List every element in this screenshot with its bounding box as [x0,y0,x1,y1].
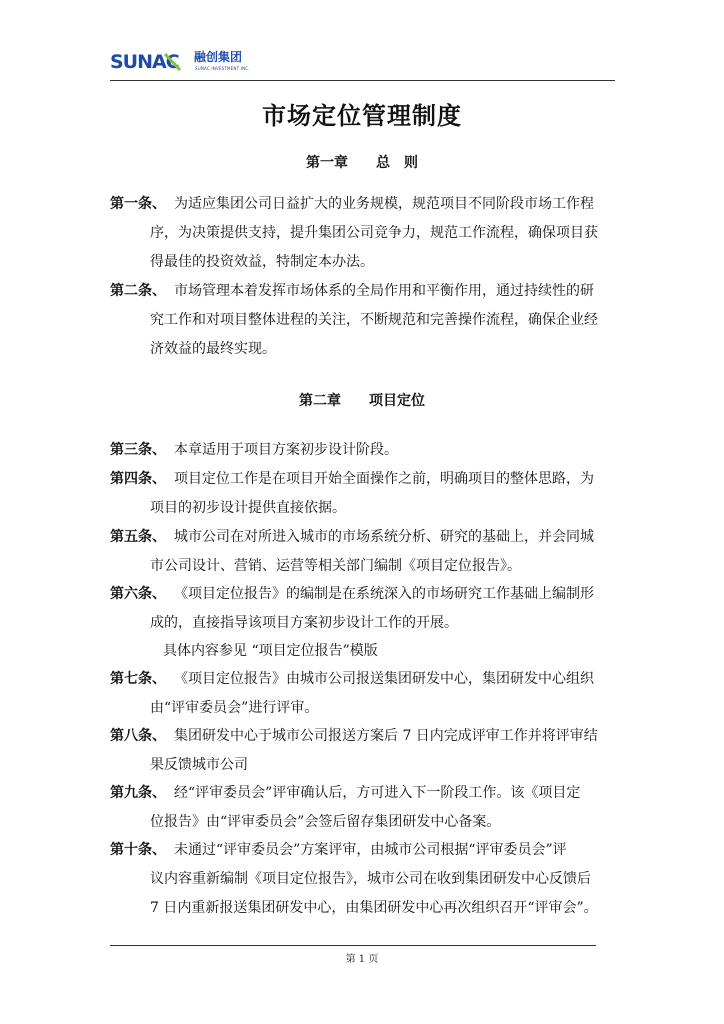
article-text: 议内容重新编制《项目定位报告》，城市公司在收到集团研发中心反馈后 [150,871,591,887]
logo-chinese-name: 融创集团 [194,50,243,64]
article-text: 本章适用于项目方案初步设计阶段。 [174,442,398,458]
logo-wordmark [110,50,192,72]
article-8 [110,722,620,780]
page-title: 市场定位管理制度 [262,102,462,130]
article-text: 济效益的最终实现。 [150,341,276,357]
article-text: 7 日内重新报送集团研发中心，由集团研发中心再次组织召开“评审会”。 [150,900,598,916]
article-label: 第六条、 [110,586,166,602]
logo-english-name: SUNAC INVESTMENT INC. [195,66,250,71]
article-10 [110,836,620,923]
article-2 [110,277,620,364]
article-text: 城市公司在对所进入城市的市场系统分析、研究的基础上，并会同城 [174,529,594,545]
article-text: 项目的初步设计提供直接依据。 [150,500,346,516]
article-text: 《项目定位报告》由城市公司报送集团研发中心，集团研发中心组织 [174,671,594,687]
article-text: 究工作和对项目整体进程的关注，不断规范和完善操作流程，确保企业经 [150,312,598,328]
article-text: 《项目定位报告》的编制是在系统深入的市场研究工作基础上编制形 [174,586,594,602]
article-label: 第一条、 [110,196,166,212]
footer-divider [110,945,596,946]
article-label: 第九条、 [110,785,166,801]
article-text: 由“评审委员会”进行评审。 [150,700,319,716]
template-reference-note: 具体内容参见 “项目定位报告”模版 [163,643,378,659]
chapter-heading-1: 第一章 总 则 [306,155,418,171]
article-text: 集团研发中心于城市公司报送方案后 7 日内完成评审工作并将评审结 [174,728,598,744]
chapter-heading-2: 第二章 项目定位 [299,393,425,409]
article-text: 市公司设计、营销、运营等相关部门编制《项目定位报告》。 [150,558,521,574]
article-text: 市场管理本着发挥市场体系的全局作用和平衡作用，通过持续性的研 [174,283,594,299]
article-label: 第二条、 [110,283,166,299]
page-header [110,50,615,84]
article-3 [110,436,620,465]
article-text: 为适应集团公司日益扩大的业务规模，规范项目不同阶段市场工作程 [174,196,594,212]
article-text: 序，为决策提供支持，提升集团公司竞争力，规范工作流程，确保项目获 [150,225,598,241]
article-label: 第五条、 [110,529,166,545]
svg-text:SUNAC: SUNAC [110,51,179,72]
article-label: 第七条、 [110,671,166,687]
header-divider [110,80,615,81]
article-label: 第八条、 [110,728,166,744]
article-6 [110,580,620,638]
sunac-logo [110,50,242,78]
article-text: 果反馈城市公司 [150,757,248,773]
article-7 [110,665,620,723]
article-1 [110,190,620,277]
article-9 [110,779,620,837]
article-text: 位报告》由“评审委员会”会签后留存集团研发中心备案。 [150,814,501,830]
article-text: 得最佳的投资效益，特制定本办法。 [150,254,374,270]
article-text: 项目定位工作是在项目开始全面操作之前，明确项目的整体思路，为 [174,471,594,487]
article-label: 第四条、 [110,471,166,487]
article-text: 未通过“评审委员会”方案评审，由城市公司根据“评审委员会”评 [174,842,567,858]
article-text: 经“评审委员会”评审确认后，方可进入下一阶段工作。该《项目定 [174,785,581,801]
article-label: 第三条、 [110,442,166,458]
article-label: 第十条、 [110,842,166,858]
article-text: 成的，直接指导该项目方案初步设计工作的开展。 [150,615,458,631]
article-4 [110,465,620,523]
article-5 [110,523,620,581]
page-number: 第 1 页 [345,954,379,965]
